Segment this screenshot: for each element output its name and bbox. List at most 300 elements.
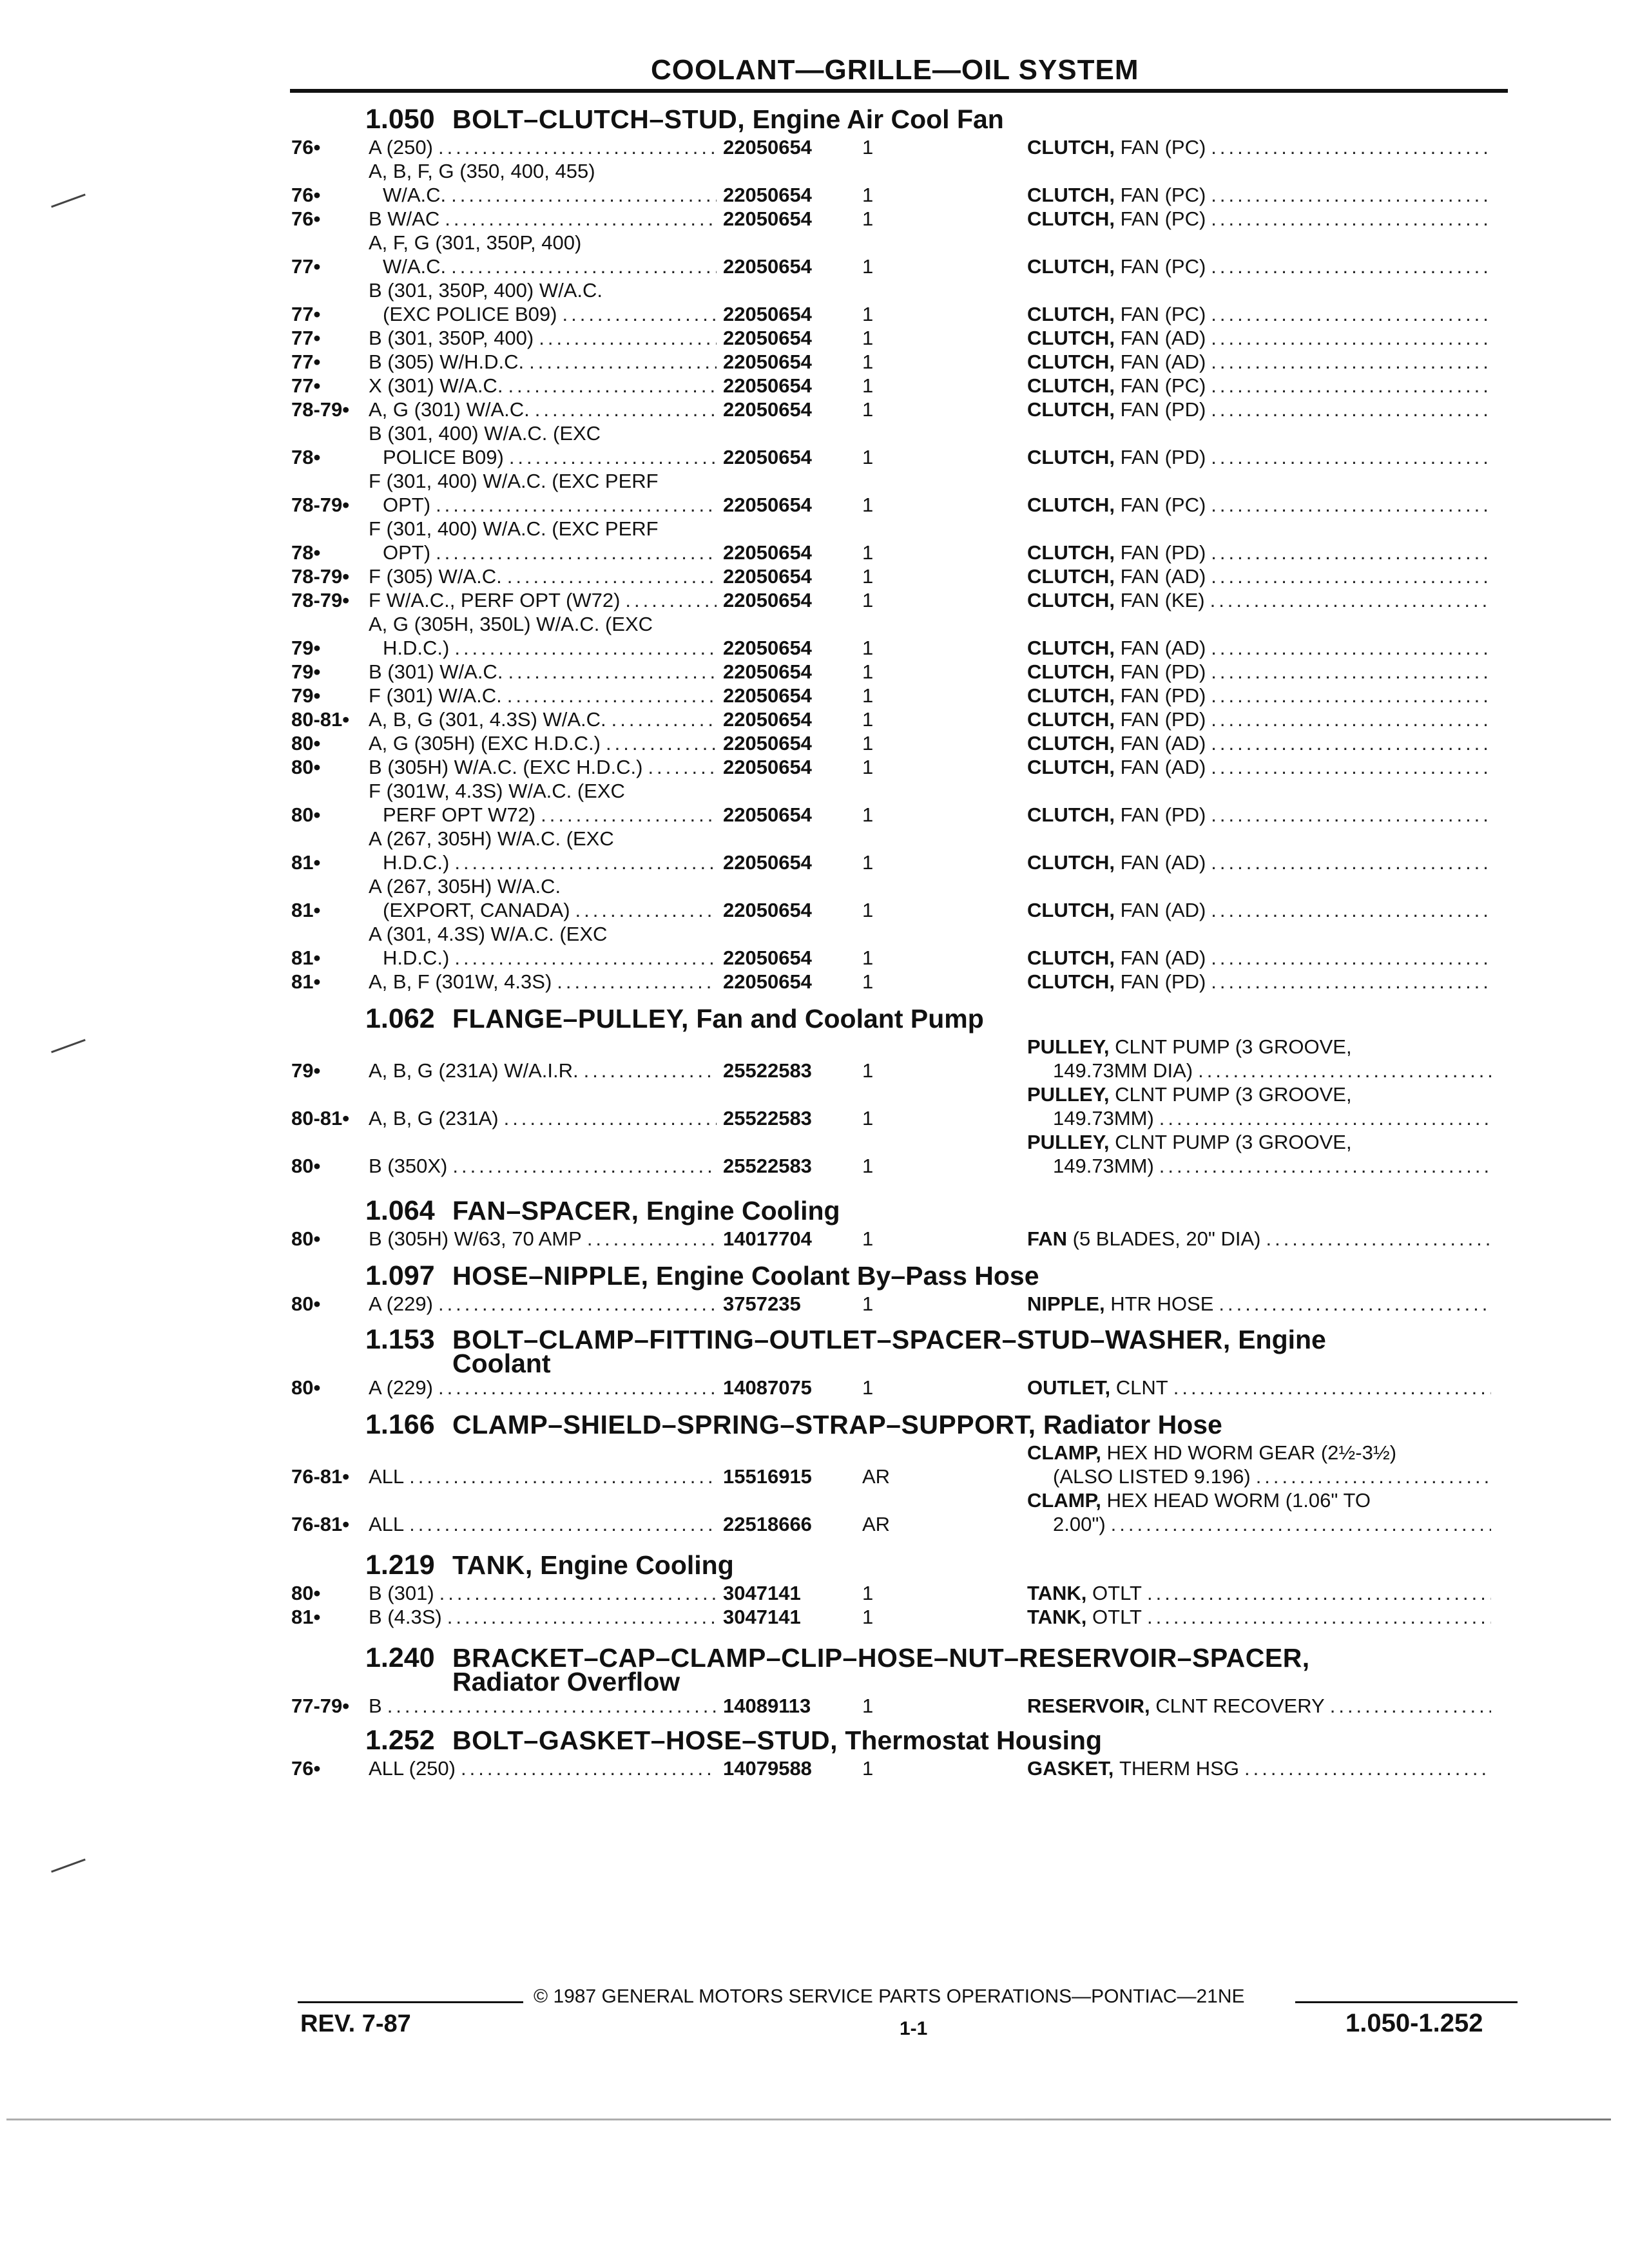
model-year: 77• — [291, 303, 321, 325]
part-number: 22050654 — [723, 136, 812, 159]
dot-leader — [1206, 564, 1491, 588]
part-description — [1027, 1082, 1491, 1130]
description-text: FAN (PD) — [1120, 398, 1206, 421]
dot-leader — [442, 1605, 717, 1629]
model-year: 81• — [291, 970, 321, 993]
margin-mark — [51, 1039, 86, 1053]
application-text: (EXPORT, CANADA) — [383, 899, 570, 921]
model-year: 78-79• — [291, 398, 350, 421]
part-number: 22050654 — [723, 207, 812, 230]
catalog-section — [291, 1642, 1516, 1718]
dot-leader — [1206, 350, 1491, 374]
quantity: 1 — [862, 351, 874, 373]
application-text: H.D.C.) — [383, 851, 450, 874]
dot-leader — [446, 255, 717, 278]
part-description — [1027, 1376, 1491, 1399]
parts-row — [291, 1227, 1516, 1251]
dot-leader — [1206, 183, 1491, 207]
description-text: CLNT PUMP (3 GROOVE, — [1115, 1131, 1352, 1153]
dot-leader — [1206, 755, 1491, 779]
part-number: 22050654 — [723, 684, 812, 707]
application — [369, 159, 717, 207]
footer-section-range: 1.050-1.252 — [1345, 2009, 1483, 2037]
section-title-main: BRACKET–CAP–CLAMP–CLIP–HOSE–NUT–RESERVOIR–SPACER, — [452, 1643, 1310, 1673]
dot-leader — [606, 707, 717, 731]
application — [369, 970, 717, 994]
dot-leader — [601, 731, 717, 755]
parts-row — [291, 398, 1516, 421]
dot-leader — [1206, 135, 1491, 159]
section-number: 1.166 — [365, 1409, 435, 1440]
section-heading — [291, 1195, 1516, 1227]
application-text: B (305H) W/A.C. (EXC H.D.C.) — [369, 756, 643, 778]
description-text: FAN (PD) — [1120, 970, 1206, 993]
application-text: A (267, 305H) W/A.C. (EXC — [369, 827, 614, 850]
application-text: H.D.C.) — [383, 947, 450, 969]
quantity: 1 — [862, 803, 874, 826]
quantity: 1 — [862, 184, 874, 206]
description-keyword: CLUTCH, — [1027, 851, 1115, 874]
dot-leader — [1325, 1694, 1491, 1718]
part-description — [1027, 898, 1491, 922]
description-text: (ALSO LISTED 9.196) — [1053, 1465, 1251, 1488]
parts-list — [291, 95, 1516, 1780]
parts-row — [291, 779, 1516, 827]
part-number: 22050654 — [723, 589, 812, 611]
description-text: FAN (PC) — [1120, 184, 1206, 206]
part-description — [1027, 1581, 1491, 1605]
dot-leader — [404, 1512, 717, 1536]
dot-leader — [582, 1227, 717, 1251]
dot-leader — [570, 898, 717, 922]
application — [369, 660, 717, 684]
part-number: 22050654 — [723, 899, 812, 921]
description-keyword: CLUTCH, — [1027, 565, 1115, 588]
part-description — [1027, 445, 1491, 469]
quantity: 1 — [862, 732, 874, 754]
application — [369, 1581, 717, 1605]
application-text: B — [369, 1695, 382, 1717]
dot-leader — [535, 803, 717, 827]
application — [369, 755, 717, 779]
application-text: A (267, 305H) W/A.C. — [369, 875, 561, 898]
dot-leader — [1206, 255, 1491, 278]
description-text: FAN (PD) — [1120, 803, 1206, 826]
application — [369, 1376, 717, 1399]
application-text: F (301) W/A.C. — [369, 684, 502, 707]
description-text: FAN (AD) — [1120, 899, 1206, 921]
parts-row — [291, 564, 1516, 588]
section-number: 1.219 — [365, 1550, 435, 1581]
section-title-rest: Thermostat Housing — [838, 1725, 1103, 1755]
description-keyword: NIPPLE, — [1027, 1293, 1105, 1315]
part-description — [1027, 707, 1491, 731]
section-title-main: FAN–SPACER, — [452, 1196, 639, 1225]
dot-leader — [449, 636, 717, 660]
part-number: 14089113 — [723, 1695, 811, 1717]
part-description — [1027, 350, 1491, 374]
description-text: FAN (AD) — [1120, 327, 1206, 349]
catalog-section — [291, 103, 1516, 994]
description-keyword: PULLEY, — [1027, 1131, 1110, 1153]
model-year: 76-81• — [291, 1465, 350, 1488]
application-text: OPT) — [383, 541, 431, 564]
description-text: FAN (PC) — [1120, 136, 1206, 159]
part-number: 25522583 — [723, 1107, 812, 1129]
part-number: 22050654 — [723, 565, 812, 588]
application-text: A, B, F, G (350, 400, 455) — [369, 160, 595, 182]
model-year: 79• — [291, 684, 321, 707]
quantity: 1 — [862, 684, 874, 707]
part-description — [1027, 684, 1491, 707]
application — [369, 564, 717, 588]
application-text: B (301, 350P, 400) — [369, 327, 534, 349]
part-description — [1027, 374, 1491, 398]
description-keyword: CLUTCH, — [1027, 494, 1115, 516]
dot-leader — [1154, 1154, 1491, 1178]
part-description — [1027, 493, 1491, 517]
description-keyword: CLUTCH, — [1027, 637, 1115, 659]
description-text: FAN (PD) — [1120, 660, 1206, 683]
application — [369, 1756, 717, 1780]
parts-row — [291, 469, 1516, 517]
dot-leader — [503, 660, 717, 684]
margin-mark — [51, 1859, 86, 1873]
part-description — [1027, 207, 1491, 231]
dot-leader — [642, 755, 717, 779]
description-text: FAN (PC) — [1120, 494, 1206, 516]
part-description — [1027, 755, 1491, 779]
parts-row — [291, 1035, 1516, 1082]
scan-edge-line — [6, 2119, 1611, 2120]
section-heading — [291, 1003, 1516, 1035]
description-keyword: RESERVOIR, — [1027, 1695, 1150, 1717]
model-year: 80• — [291, 732, 321, 754]
model-year: 77-79• — [291, 1695, 350, 1717]
description-keyword: CLUTCH, — [1027, 589, 1115, 611]
application — [369, 874, 717, 922]
part-number: 25522583 — [723, 1059, 812, 1082]
dot-leader — [579, 1059, 717, 1082]
application-text: (EXC POLICE B09) — [383, 303, 557, 325]
model-year: 80• — [291, 1155, 321, 1177]
dot-leader — [1206, 398, 1491, 421]
parts-row — [291, 1756, 1516, 1780]
footer-rule-right — [1295, 2001, 1518, 2003]
dot-leader — [1206, 898, 1491, 922]
application-text: F (301, 400) W/A.C. (EXC PERF — [369, 470, 659, 492]
section-heading — [291, 103, 1516, 135]
model-year: 78-79• — [291, 565, 350, 588]
dot-leader — [449, 850, 717, 874]
quantity: 1 — [862, 1582, 874, 1604]
part-description — [1027, 1292, 1491, 1316]
description-text: FAN (PD) — [1120, 708, 1206, 731]
part-number: 3757235 — [723, 1293, 801, 1315]
section-title — [452, 1549, 1387, 1580]
quantity: 1 — [862, 446, 874, 468]
part-number: 22050654 — [723, 947, 812, 969]
application — [369, 922, 717, 970]
dot-leader — [1206, 636, 1491, 660]
description-keyword: OUTLET, — [1027, 1376, 1111, 1399]
dot-leader — [1206, 660, 1491, 684]
quantity: 1 — [862, 660, 874, 683]
dot-leader — [499, 1106, 717, 1130]
dot-leader — [557, 302, 717, 326]
quantity: 1 — [862, 851, 874, 874]
model-year: 78• — [291, 446, 321, 468]
description-text: FAN (PC) — [1120, 303, 1206, 325]
dot-leader — [1168, 1376, 1491, 1399]
description-text: CLNT — [1115, 1376, 1168, 1399]
model-year: 80• — [291, 803, 321, 826]
model-year: 80• — [291, 756, 321, 778]
parts-row — [291, 1441, 1516, 1488]
parts-row — [291, 707, 1516, 731]
dot-leader — [446, 183, 717, 207]
dot-leader — [382, 1694, 717, 1718]
application — [369, 684, 717, 707]
application — [369, 1512, 717, 1536]
dot-leader — [434, 1581, 717, 1605]
description-keyword: CLUTCH, — [1027, 255, 1115, 278]
part-description — [1027, 946, 1491, 970]
catalog-section — [291, 1549, 1516, 1629]
section-title-main: TANK, — [452, 1550, 533, 1580]
application — [369, 1694, 717, 1718]
part-number: 22050654 — [723, 446, 812, 468]
section-title — [452, 1003, 1387, 1031]
dot-leader — [456, 1756, 717, 1780]
description-keyword: CLUTCH, — [1027, 398, 1115, 421]
quantity: 1 — [862, 327, 874, 349]
section-title — [452, 1195, 1387, 1223]
dot-leader — [430, 541, 717, 564]
application-text: A, G (305H) (EXC H.D.C.) — [369, 732, 601, 754]
application-text: A, B, G (231A) — [369, 1107, 499, 1129]
quantity: 1 — [862, 1757, 874, 1780]
dot-leader — [1106, 1512, 1491, 1536]
dot-leader — [1206, 207, 1491, 231]
parts-row — [291, 1605, 1516, 1629]
parts-row — [291, 874, 1516, 922]
quantity: 1 — [862, 947, 874, 969]
description-text: FAN (PD) — [1120, 684, 1206, 707]
dot-leader — [502, 684, 717, 707]
description-text: 2.00") — [1053, 1513, 1106, 1535]
quantity: 1 — [862, 1107, 874, 1129]
parts-row — [291, 350, 1516, 374]
section-title — [452, 1260, 1387, 1291]
section-number: 1.064 — [365, 1195, 435, 1226]
description-text: FAN (AD) — [1120, 947, 1206, 969]
application — [369, 1106, 717, 1130]
application-text: B (301, 400) W/A.C. (EXC — [369, 422, 601, 445]
model-year: 77• — [291, 255, 321, 278]
catalog-section — [291, 1003, 1516, 1178]
dot-leader — [1260, 1227, 1491, 1251]
description-keyword: CLUTCH, — [1027, 327, 1115, 349]
page-header-title: COOLANT—GRILLE—OIL SYSTEM — [651, 54, 1139, 86]
model-year: 79• — [291, 660, 321, 683]
model-year: 79• — [291, 1059, 321, 1082]
model-year: 76• — [291, 184, 321, 206]
quantity: 1 — [862, 637, 874, 659]
description-text: FAN (AD) — [1120, 756, 1206, 778]
header-rule — [290, 89, 1508, 93]
application-text: ALL — [369, 1513, 405, 1535]
dot-leader — [430, 493, 717, 517]
part-description — [1027, 803, 1491, 827]
dot-leader — [1206, 374, 1491, 398]
parts-row — [291, 684, 1516, 707]
part-number: 22050654 — [723, 351, 812, 373]
application-text: POLICE B09) — [383, 446, 504, 468]
parts-row — [291, 1488, 1516, 1536]
part-number: 14017704 — [723, 1227, 812, 1250]
application — [369, 207, 717, 231]
part-description — [1027, 1227, 1491, 1251]
description-text: CLNT PUMP (3 GROOVE, — [1115, 1083, 1352, 1106]
dot-leader — [1206, 541, 1491, 564]
parts-row — [291, 421, 1516, 469]
model-year: 78-79• — [291, 494, 350, 516]
dot-leader — [1213, 1292, 1491, 1316]
application-text: B (305H) W/63, 70 AMP — [369, 1227, 582, 1250]
quantity: 1 — [862, 255, 874, 278]
description-text: FAN (AD) — [1120, 637, 1206, 659]
quantity: 1 — [862, 1059, 874, 1082]
application-text: ALL — [369, 1465, 405, 1488]
dot-leader — [1205, 588, 1491, 612]
part-number: 3047141 — [723, 1582, 801, 1604]
dot-leader — [534, 326, 717, 350]
part-description — [1027, 135, 1491, 159]
section-title — [452, 1724, 1387, 1753]
section-title-rest: Engine Air Cool Fan — [745, 104, 1004, 134]
part-number: 22050654 — [723, 541, 812, 564]
quantity: 1 — [862, 565, 874, 588]
model-year: 79• — [291, 637, 321, 659]
application — [369, 612, 717, 660]
part-description — [1027, 398, 1491, 421]
description-text: 149.73MM DIA) — [1053, 1059, 1193, 1082]
description-keyword: CLUTCH, — [1027, 303, 1115, 325]
model-year: 77• — [291, 374, 321, 397]
description-text: HEX HEAD WORM (1.06" TO — [1106, 1489, 1371, 1512]
quantity: 1 — [862, 899, 874, 921]
section-title-rest: Fan and Coolant Pump — [688, 1004, 984, 1033]
section-title-rest: Engine Cooling — [639, 1196, 840, 1225]
parts-row — [291, 231, 1516, 278]
application-text: B (301, 350P, 400) W/A.C. — [369, 279, 603, 302]
model-year: 76• — [291, 136, 321, 159]
description-text: FAN (KE) — [1120, 589, 1205, 611]
model-year: 77• — [291, 327, 321, 349]
quantity: 1 — [862, 374, 874, 397]
quantity: 1 — [862, 494, 874, 516]
application — [369, 827, 717, 874]
parts-row — [291, 207, 1516, 231]
application — [369, 1465, 717, 1488]
catalog-section — [291, 1260, 1516, 1316]
parts-row — [291, 135, 1516, 159]
part-description — [1027, 1694, 1491, 1718]
description-keyword: PULLEY, — [1027, 1083, 1110, 1106]
section-heading — [291, 1549, 1516, 1581]
parts-row — [291, 827, 1516, 874]
margin-mark — [51, 194, 86, 208]
section-title — [452, 1642, 1387, 1694]
part-description — [1027, 564, 1491, 588]
part-number: 22050654 — [723, 637, 812, 659]
dot-leader — [1206, 684, 1491, 707]
parts-row — [291, 159, 1516, 207]
model-year: 80-81• — [291, 1107, 350, 1129]
description-keyword: CLUTCH, — [1027, 351, 1115, 373]
model-year: 78-79• — [291, 589, 350, 611]
parts-row — [291, 612, 1516, 660]
section-heading — [291, 1642, 1516, 1694]
parts-row — [291, 1082, 1516, 1130]
dot-leader — [1206, 970, 1491, 994]
application — [369, 517, 717, 564]
description-keyword: PULLEY, — [1027, 1035, 1110, 1058]
part-number: 22050654 — [723, 756, 812, 778]
description-text: FAN (AD) — [1120, 851, 1206, 874]
footer-page-number: 1-1 — [900, 2018, 928, 2039]
application — [369, 135, 717, 159]
part-description — [1027, 1756, 1491, 1780]
description-keyword: CLUTCH, — [1027, 684, 1115, 707]
description-keyword: CLUTCH, — [1027, 207, 1115, 230]
quantity: AR — [862, 1465, 891, 1488]
application-text: B (301) — [369, 1582, 434, 1604]
description-text: 149.73MM) — [1053, 1155, 1154, 1177]
part-description — [1027, 1130, 1491, 1178]
application — [369, 374, 717, 398]
parts-row — [291, 374, 1516, 398]
description-text: FAN (PC) — [1120, 374, 1206, 397]
dot-leader — [1239, 1756, 1491, 1780]
section-number: 1.252 — [365, 1725, 435, 1756]
model-year: 80• — [291, 1376, 321, 1399]
dot-leader — [447, 1154, 717, 1178]
section-title — [452, 1408, 1387, 1437]
footer-rule-left — [298, 2001, 523, 2003]
quantity: 1 — [862, 207, 874, 230]
section-heading — [291, 1724, 1516, 1756]
application — [369, 1605, 717, 1629]
parts-row — [291, 1581, 1516, 1605]
description-text: FAN (AD) — [1120, 565, 1206, 588]
application-text: A, B, G (231A) W/A.I.R. — [369, 1059, 579, 1082]
catalog-section — [291, 1408, 1516, 1536]
description-keyword: CLAMP, — [1027, 1441, 1101, 1464]
part-number: 22050654 — [723, 494, 812, 516]
description-text: CLNT PUMP (3 GROOVE, — [1115, 1035, 1352, 1058]
quantity: 1 — [862, 708, 874, 731]
quantity: 1 — [862, 1293, 874, 1315]
description-text: HEX HD WORM GEAR (2½-3½) — [1106, 1441, 1397, 1464]
section-number: 1.240 — [365, 1642, 435, 1673]
description-keyword: CLUTCH, — [1027, 660, 1115, 683]
application-text: A (229) — [369, 1376, 433, 1399]
section-heading — [291, 1260, 1516, 1292]
description-text: 149.73MM) — [1053, 1107, 1154, 1129]
dot-leader — [404, 1465, 717, 1488]
